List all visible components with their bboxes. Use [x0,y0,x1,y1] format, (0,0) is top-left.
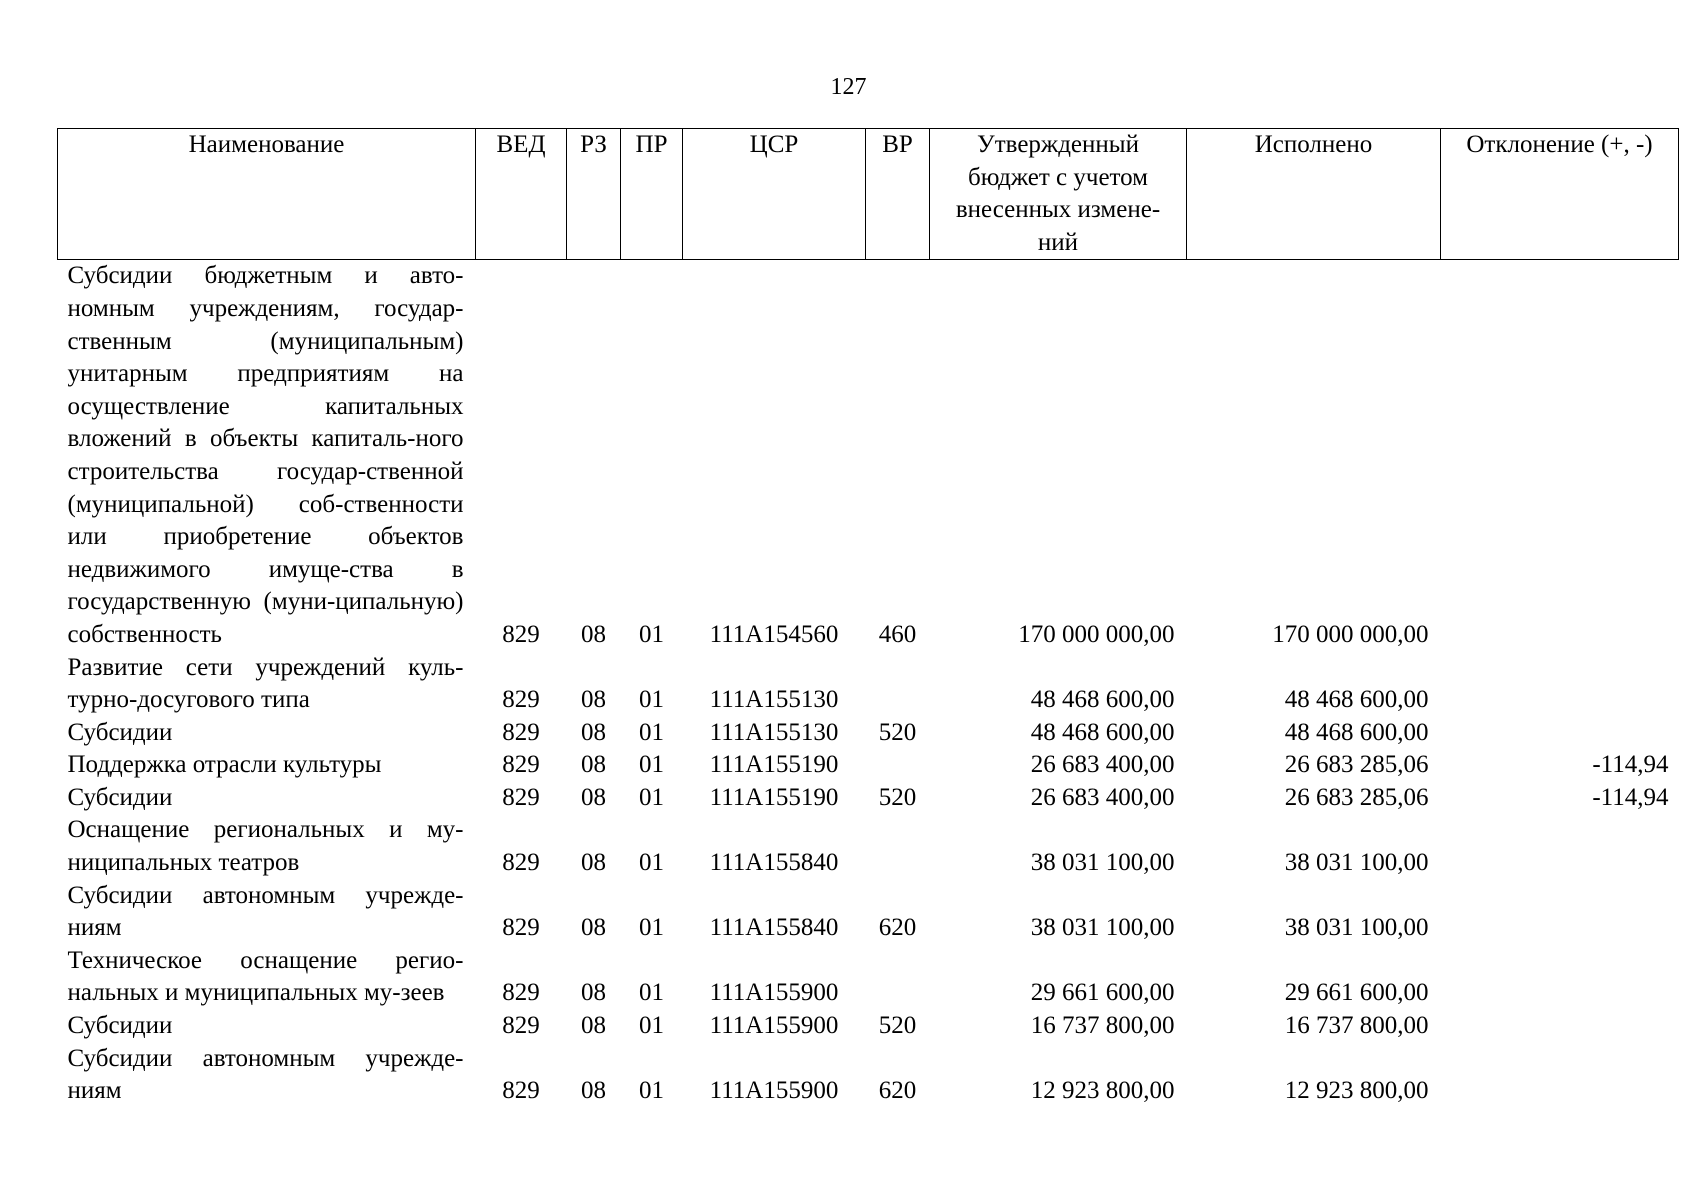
cell-name: Субсидии [67,783,173,811]
table-row [58,1010,1679,1043]
cell-name: Техническое оснащение регио-нальных и муниципальных му-зеев [67,946,464,1007]
cell-deviation [1441,717,1679,750]
cell-approved: 48 468 600,00 [1030,686,1175,714]
cell-name: Развитие сети учреждений куль-турно-досугового типа [67,653,464,714]
cell-csr: 111A155900 [709,979,839,1007]
header-approved: Утвержденный бюджет с учетом внесенных измене-ний [930,129,1187,260]
cell-pr: 01 [639,620,664,648]
cell-vr: 460 [878,620,917,648]
cell-csr: 111A155190 [709,751,839,779]
cell-executed: 16 737 800,00 [1284,1012,1429,1040]
cell-ved: 829 [502,718,540,746]
cell-rz: 08 [581,1077,606,1105]
table-row [58,1043,1679,1108]
cell-rz: 08 [581,1012,606,1040]
cell-approved: 26 683 400,00 [1030,783,1175,811]
cell-executed: 29 661 600,00 [1284,979,1429,1007]
cell-rz: 08 [581,849,606,877]
cell-ved: 829 [502,783,540,811]
cell-executed: 38 031 100,00 [1284,849,1429,877]
cell-ved: 829 [502,751,540,779]
cell-approved: 16 737 800,00 [1030,1012,1175,1040]
cell-approved: 12 923 800,00 [1030,1077,1175,1105]
cell-vr [866,814,930,879]
table-header-row [58,129,1679,260]
cell-name: Субсидии [67,1012,173,1040]
cell-deviation: -114,94 [1592,783,1669,811]
cell-deviation [1441,945,1679,1010]
table-row [58,814,1679,879]
header-deviation: Отклонение (+, -) [1441,129,1679,260]
cell-executed: 48 468 600,00 [1284,686,1429,714]
cell-csr: 111A155840 [709,849,839,877]
cell-rz: 08 [581,718,606,746]
cell-executed: 26 683 285,06 [1284,783,1429,811]
cell-executed: 12 923 800,00 [1284,1077,1429,1105]
cell-csr: 111A154560 [709,620,839,648]
cell-csr: 111A155900 [709,1012,839,1040]
cell-executed: 38 031 100,00 [1284,914,1429,942]
cell-approved: 38 031 100,00 [1030,849,1175,877]
cell-name: Субсидии автономным учрежде-ниям [67,881,464,942]
cell-csr: 111A155130 [709,686,839,714]
budget-execution-table [57,128,1679,1108]
cell-approved: 170 000 000,00 [1018,620,1175,648]
header-vr: ВР [866,129,930,260]
cell-deviation [1441,814,1679,879]
cell-csr: 111A155900 [709,1077,839,1105]
cell-rz: 08 [581,914,606,942]
header-rz: РЗ [567,129,621,260]
cell-csr: 111A155840 [709,914,839,942]
cell-pr: 01 [639,914,664,942]
cell-name: Субсидии бюджетным и авто-номным учреждениям, государ-ственным (муниципальным) унитарным предприятиям на осуществление капитальных вложений в объекты капиталь-ного строительства государ-ственной (муниципальной) соб-ственности или приобретение объектов недвижимого имуще-ства в государственную (муни-ципальную) собственность [67,262,464,648]
table-row [58,260,1679,652]
cell-csr: 111A155190 [709,783,839,811]
cell-name: Поддержка отрасли культуры [67,751,382,779]
cell-executed: 26 683 285,06 [1284,751,1429,779]
cell-vr [866,652,930,717]
header-ved: ВЕД [476,129,567,260]
cell-pr: 01 [639,751,664,779]
cell-csr: 111A155130 [709,718,839,746]
cell-name: Субсидии автономным учрежде-ниям [67,1044,464,1105]
cell-pr: 01 [639,1012,664,1040]
cell-pr: 01 [639,783,664,811]
cell-deviation [1441,880,1679,945]
cell-rz: 08 [581,620,606,648]
header-executed: Исполнено [1187,129,1441,260]
cell-pr: 01 [639,718,664,746]
cell-executed: 170 000 000,00 [1272,620,1429,648]
header-csr: ЦСР [683,129,866,260]
cell-approved: 48 468 600,00 [1030,718,1175,746]
cell-ved: 829 [502,979,540,1007]
cell-ved: 829 [502,620,540,648]
cell-ved: 829 [502,1077,540,1105]
cell-approved: 29 661 600,00 [1030,979,1175,1007]
table-row [58,880,1679,945]
cell-executed: 48 468 600,00 [1284,718,1429,746]
cell-ved: 829 [502,686,540,714]
cell-vr: 620 [878,914,917,942]
header-name: Наименование [58,129,476,260]
cell-ved: 829 [502,1012,540,1040]
table-row [58,749,1679,782]
table-row [58,717,1679,750]
cell-rz: 08 [581,979,606,1007]
table-row [58,782,1679,815]
cell-pr: 01 [639,979,664,1007]
cell-vr: 520 [878,718,917,746]
cell-name: Субсидии [67,718,173,746]
cell-pr: 01 [639,849,664,877]
cell-deviation [1441,652,1679,717]
cell-vr [866,749,930,782]
cell-deviation [1441,1010,1679,1043]
page-number: 127 [830,74,867,100]
header-pr: ПР [621,129,683,260]
cell-vr: 520 [878,1012,917,1040]
table-row [58,945,1679,1010]
cell-pr: 01 [639,686,664,714]
cell-ved: 829 [502,849,540,877]
cell-deviation [1441,260,1679,652]
cell-rz: 08 [581,751,606,779]
cell-deviation [1441,1043,1679,1108]
cell-rz: 08 [581,783,606,811]
cell-approved: 26 683 400,00 [1030,751,1175,779]
cell-approved: 38 031 100,00 [1030,914,1175,942]
cell-ved: 829 [502,914,540,942]
cell-name: Оснащение региональных и му-ниципальных театров [67,816,464,877]
cell-deviation: -114,94 [1592,751,1669,779]
cell-vr: 520 [878,783,917,811]
cell-vr [866,945,930,1010]
cell-pr: 01 [639,1077,664,1105]
table-body [58,260,1679,1108]
table-row [58,652,1679,717]
cell-rz: 08 [581,686,606,714]
cell-vr: 620 [878,1077,917,1105]
